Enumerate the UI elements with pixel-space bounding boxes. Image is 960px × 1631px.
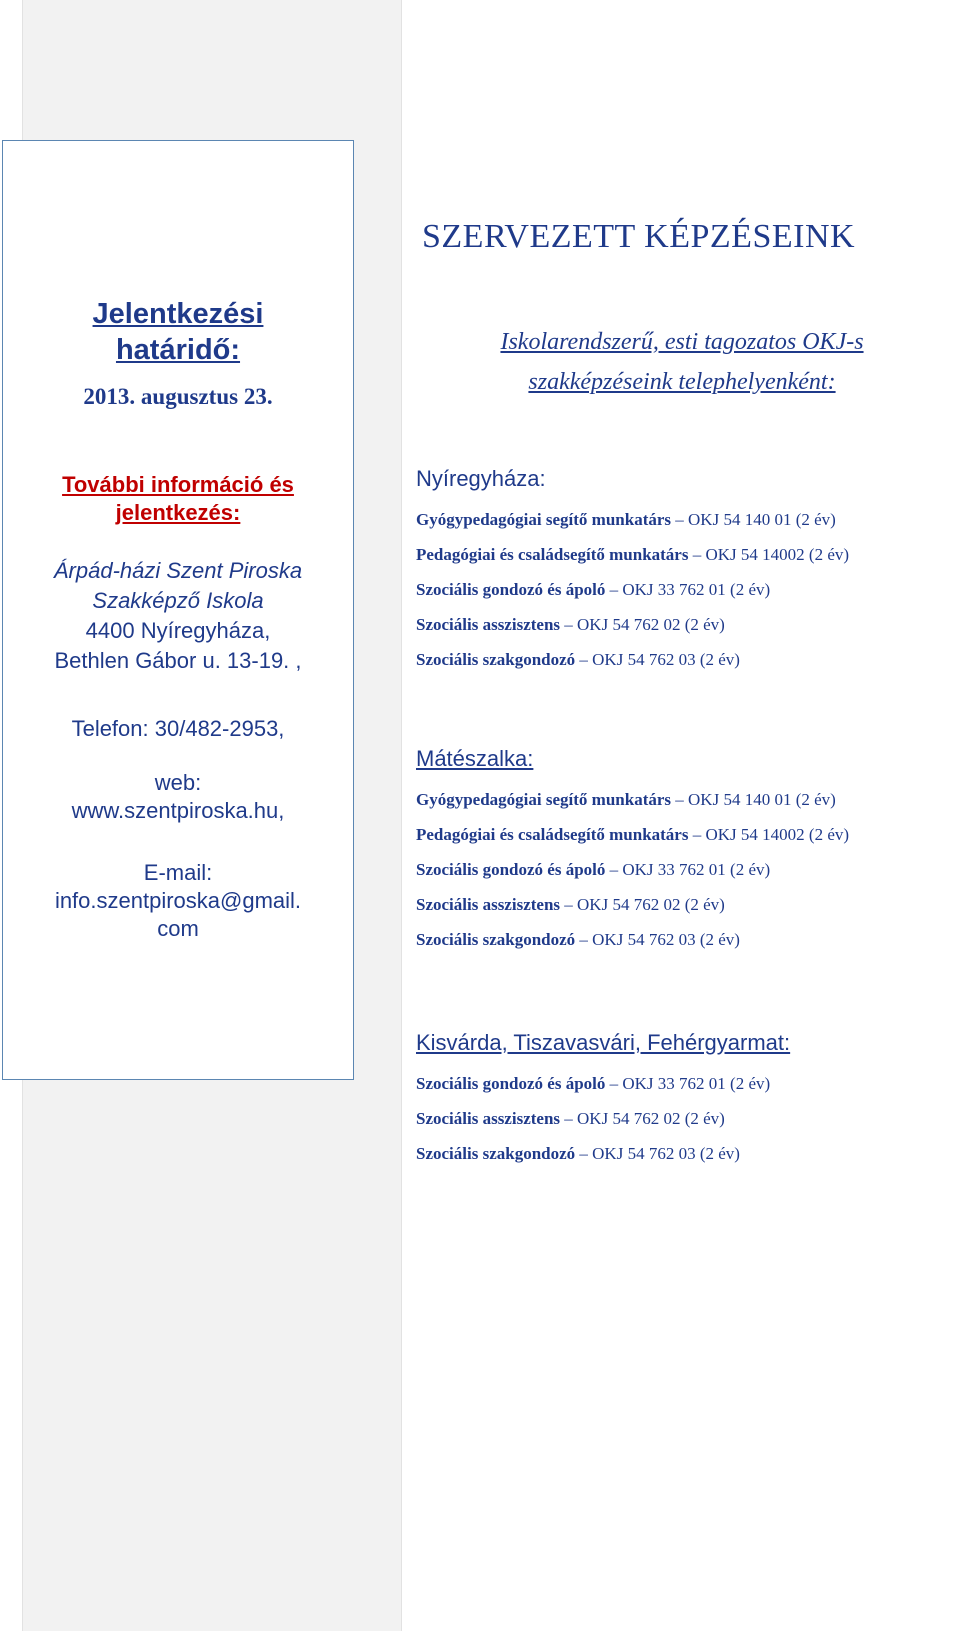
course-item: Gyógypedagógiai segítő munkatárs – OKJ 54 140 01 (2 év): [416, 790, 836, 809]
page-subtitle: Iskolarendszerű, esti tagozatos OKJ-s szakképzéseink telephelyenként:: [500, 329, 864, 395]
course-item: Szociális szakgondozó – OKJ 54 762 03 (2 év): [416, 930, 740, 949]
phone: Telefon: 30/482-2953,: [71, 716, 285, 741]
school-name-line2: Szakképző Iskola: [92, 588, 264, 613]
course-item: Szociális asszisztens – OKJ 54 762 02 (2 év): [416, 895, 725, 914]
course-item: Szociális szakgondozó – OKJ 54 762 03 (2 év): [416, 650, 740, 669]
location-heading: Nyíregyháza:: [416, 466, 546, 491]
email-address-line2[interactable]: com: [157, 916, 199, 941]
course-item: Gyógypedagógiai segítő munkatárs – OKJ 54 140 01 (2 év): [416, 510, 836, 529]
address-line1: 4400 Nyíregyháza,: [85, 618, 271, 643]
course-item: Szociális asszisztens – OKJ 54 762 02 (2 év): [416, 615, 725, 634]
deadline-date: 2013. augusztus 23.: [83, 384, 273, 409]
school-name-line1: Árpád-házi Szent Piroska: [53, 558, 303, 583]
location-heading: Kisvárda, Tiszavasvári, Fehérgyarmat:: [416, 1030, 791, 1055]
location-mateszalka: [416, 746, 849, 957]
course-item: Szociális szakgondozó – OKJ 54 762 03 (2 év): [416, 1144, 740, 1163]
location-heading: Mátészalka:: [416, 746, 534, 771]
location-nyiregyhaza: [416, 466, 849, 677]
location-kisvarda-tiszavasvari-fehergyarmat: [416, 1030, 790, 1171]
info-heading: További információ és jelentkezés:: [62, 472, 294, 525]
address-line2: Bethlen Gábor u. 13-19. ,: [54, 648, 302, 673]
course-item: Szociális asszisztens – OKJ 54 762 02 (2 év): [416, 1109, 725, 1128]
email: [3, 859, 353, 943]
course-item: Szociális gondozó és ápoló – OKJ 33 762 01 (2 év): [416, 1074, 771, 1093]
page-title: SZERVEZETT KÉPZÉSEINK: [422, 218, 856, 255]
course-item: Pedagógiai és családsegítő munkatárs – OKJ 54 14002 (2 év): [416, 825, 850, 844]
email-address-line1[interactable]: info.szentpiroska@gmail.: [54, 888, 302, 913]
deadline-heading: Jelentkezési határidő:: [92, 298, 264, 366]
course-item: Szociális gondozó és ápoló – OKJ 33 762 01 (2 év): [416, 860, 771, 879]
email-label: E-mail:: [143, 860, 213, 885]
website: [3, 769, 353, 825]
web-url[interactable]: www.szentpiroska.hu,: [71, 798, 285, 823]
web-label: web:: [154, 770, 202, 795]
course-item: Szociális gondozó és ápoló – OKJ 33 762 01 (2 év): [416, 580, 771, 599]
contact-sidebar: [2, 140, 354, 1080]
course-item: Pedagógiai és családsegítő munkatárs – OKJ 54 14002 (2 év): [416, 545, 850, 564]
school-address: [3, 556, 353, 676]
